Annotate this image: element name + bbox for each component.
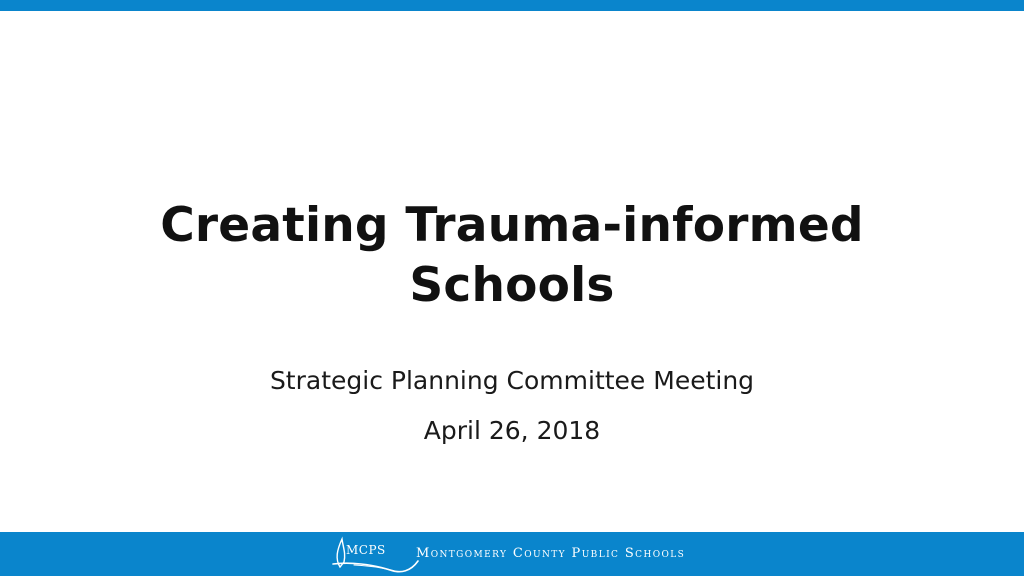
slide-subtitle: Strategic Planning Committee Meeting [269, 366, 755, 395]
slide-title: Creating Trauma-informed Schools [160, 198, 864, 313]
top-accent-bar [0, 0, 1024, 11]
slide-date: April 26, 2018 [423, 416, 601, 445]
organization-name: Montgomery County Public Schools [416, 546, 686, 561]
footer-bar [0, 532, 1024, 576]
logo-text: MCPS [346, 543, 386, 557]
mcps-logo [330, 534, 420, 574]
